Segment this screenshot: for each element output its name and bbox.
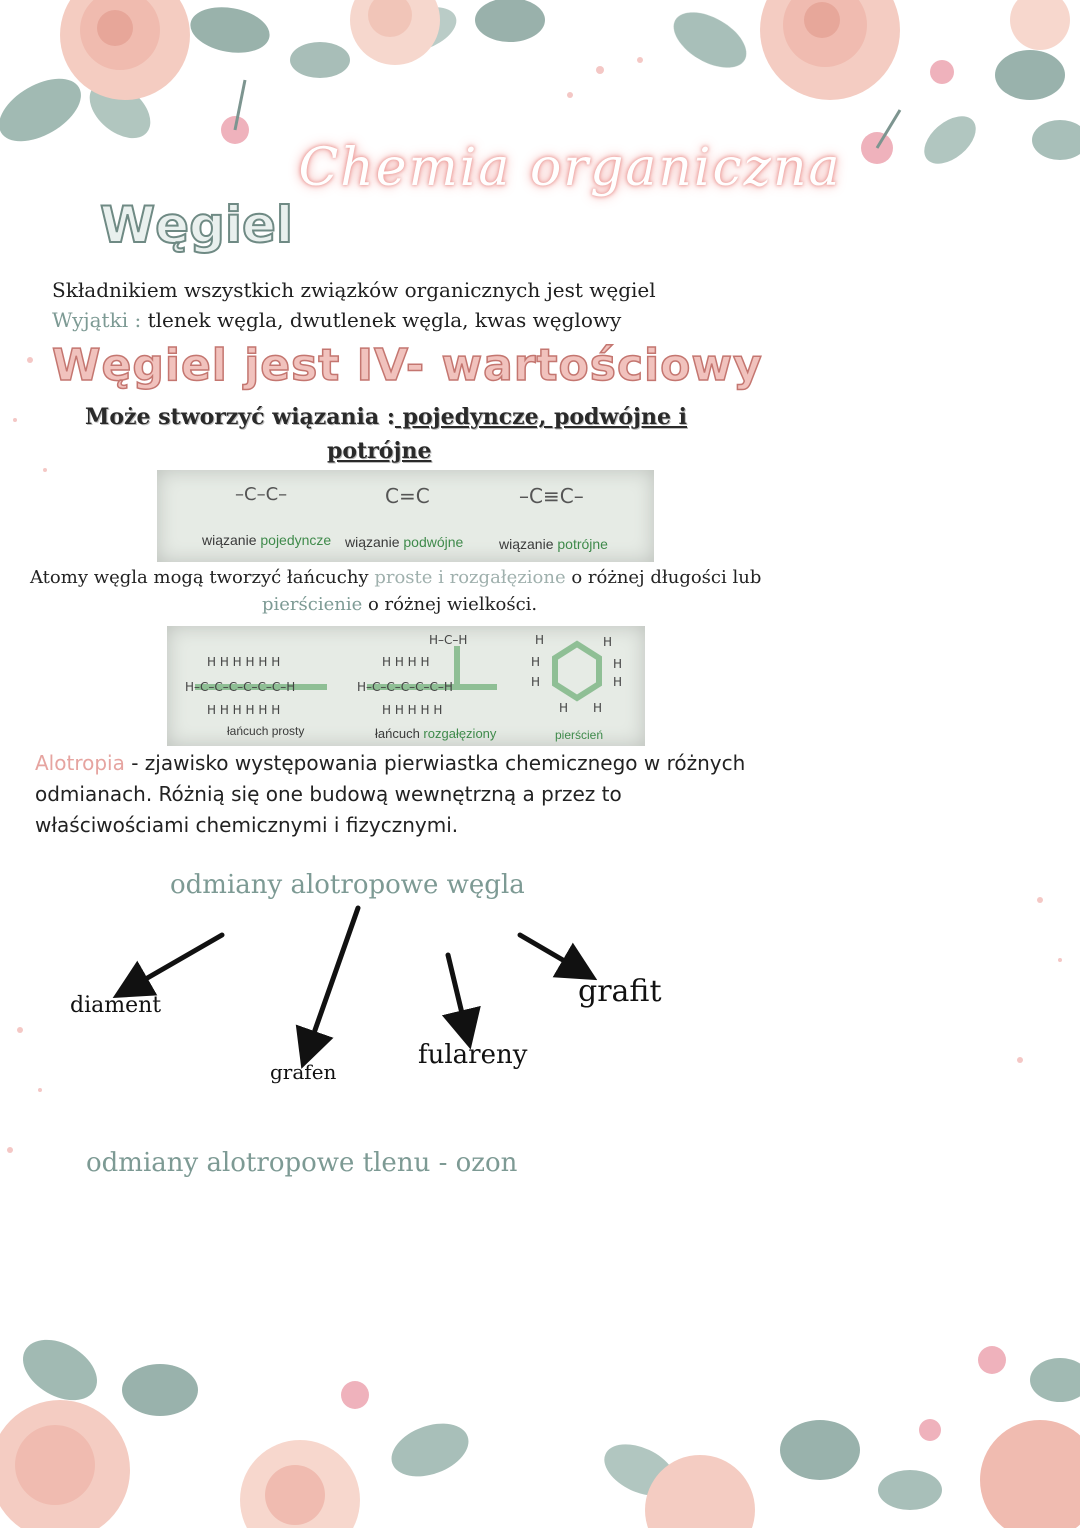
allotrope-grafen: grafen <box>270 1060 337 1084</box>
chains-paragraph-line2: pierścienie o różnej wielkości. <box>262 594 538 615</box>
carbon-allotropes-heading: odmiany alotropowe węgla <box>170 870 525 900</box>
svg-text:H–C–C–C–C–C–H: H–C–C–C–C–C–H <box>357 680 453 694</box>
bonds-lead: Może stworzyć wiązania : <box>85 404 395 430</box>
arrow-to-diament <box>130 935 222 988</box>
valence-heading: Węgiel jest IV- wartościowy <box>52 340 763 391</box>
svg-text:H: H <box>593 701 603 715</box>
svg-text:H H H H: H H H H <box>382 655 430 669</box>
chains-paragraph-line1: Atomy węgla mogą tworzyć łańcuchy proste i rozgałęzione o różnej długości lub <box>30 567 762 588</box>
triple-bond-formula: –C≡C– <box>519 484 584 508</box>
svg-text:H H H H H H: H H H H H H <box>207 655 281 669</box>
ring-caption: pierścień <box>555 728 604 742</box>
page-title: Chemia organiczna <box>298 138 842 198</box>
triple-bond-caption: wiązanie potrójne <box>499 536 608 552</box>
branched-chain-caption: łańcuch rozgałęziony <box>375 726 497 741</box>
svg-text:H: H <box>559 701 569 715</box>
arrow-to-grafit <box>520 935 580 970</box>
allotrope-fulareny: fulareny <box>418 1040 528 1070</box>
bonds-types: pojedyncze, podwójne i <box>394 404 688 430</box>
exceptions-text: tlenek węgla, dwutlenek węgla, kwas węglowy <box>147 308 622 332</box>
allotropy-paragraph: Alotropia - zjawisko występowania pierwiastka chemicznego w różnych odmianach. Różnią się one budową wewnętrzną a przez to właściwościami chemicznymi i fizycznymi. <box>35 751 746 837</box>
svg-text:H: H <box>603 635 613 649</box>
svg-text:H: H <box>613 675 623 689</box>
double-bond-formula: C=C <box>385 484 430 508</box>
svg-text:H: H <box>531 675 541 689</box>
intro-line: Składnikiem wszystkich związków organicznych jest węgiel <box>52 278 656 302</box>
section-heading: Węgiel <box>100 196 294 254</box>
svg-text:H: H <box>535 633 545 647</box>
bonds-types-cont: potrójne <box>327 438 432 464</box>
svg-text:H H H H H H: H H H H H H <box>207 703 281 717</box>
allotrope-diament: diament <box>70 993 162 1018</box>
arrow-to-grafen <box>308 908 358 1050</box>
svg-text:H: H <box>531 655 541 669</box>
allotrope-grafit: grafit <box>578 974 662 1009</box>
svg-text:H–C–H: H–C–H <box>429 633 468 647</box>
oxygen-allotropes-line: odmiany alotropowe tlenu - ozon <box>86 1148 518 1178</box>
straight-chain-caption: łańcuch prosty <box>227 724 305 738</box>
exceptions-label: Wyjątki : <box>52 308 142 332</box>
allotropy-term: Alotropia <box>35 751 125 775</box>
single-bond-formula: –C–C– <box>235 484 288 505</box>
double-bond-caption: wiązanie podwójne <box>345 534 464 550</box>
single-bond-caption: wiązanie pojedyncze <box>202 532 332 548</box>
svg-text:H H H H H: H H H H H <box>382 703 443 717</box>
svg-text:H–C–C–C–C–C–C–H: H–C–C–C–C–C–C–H <box>185 680 296 694</box>
svg-text:H: H <box>613 657 623 671</box>
arrow-to-fulareny <box>448 955 466 1030</box>
